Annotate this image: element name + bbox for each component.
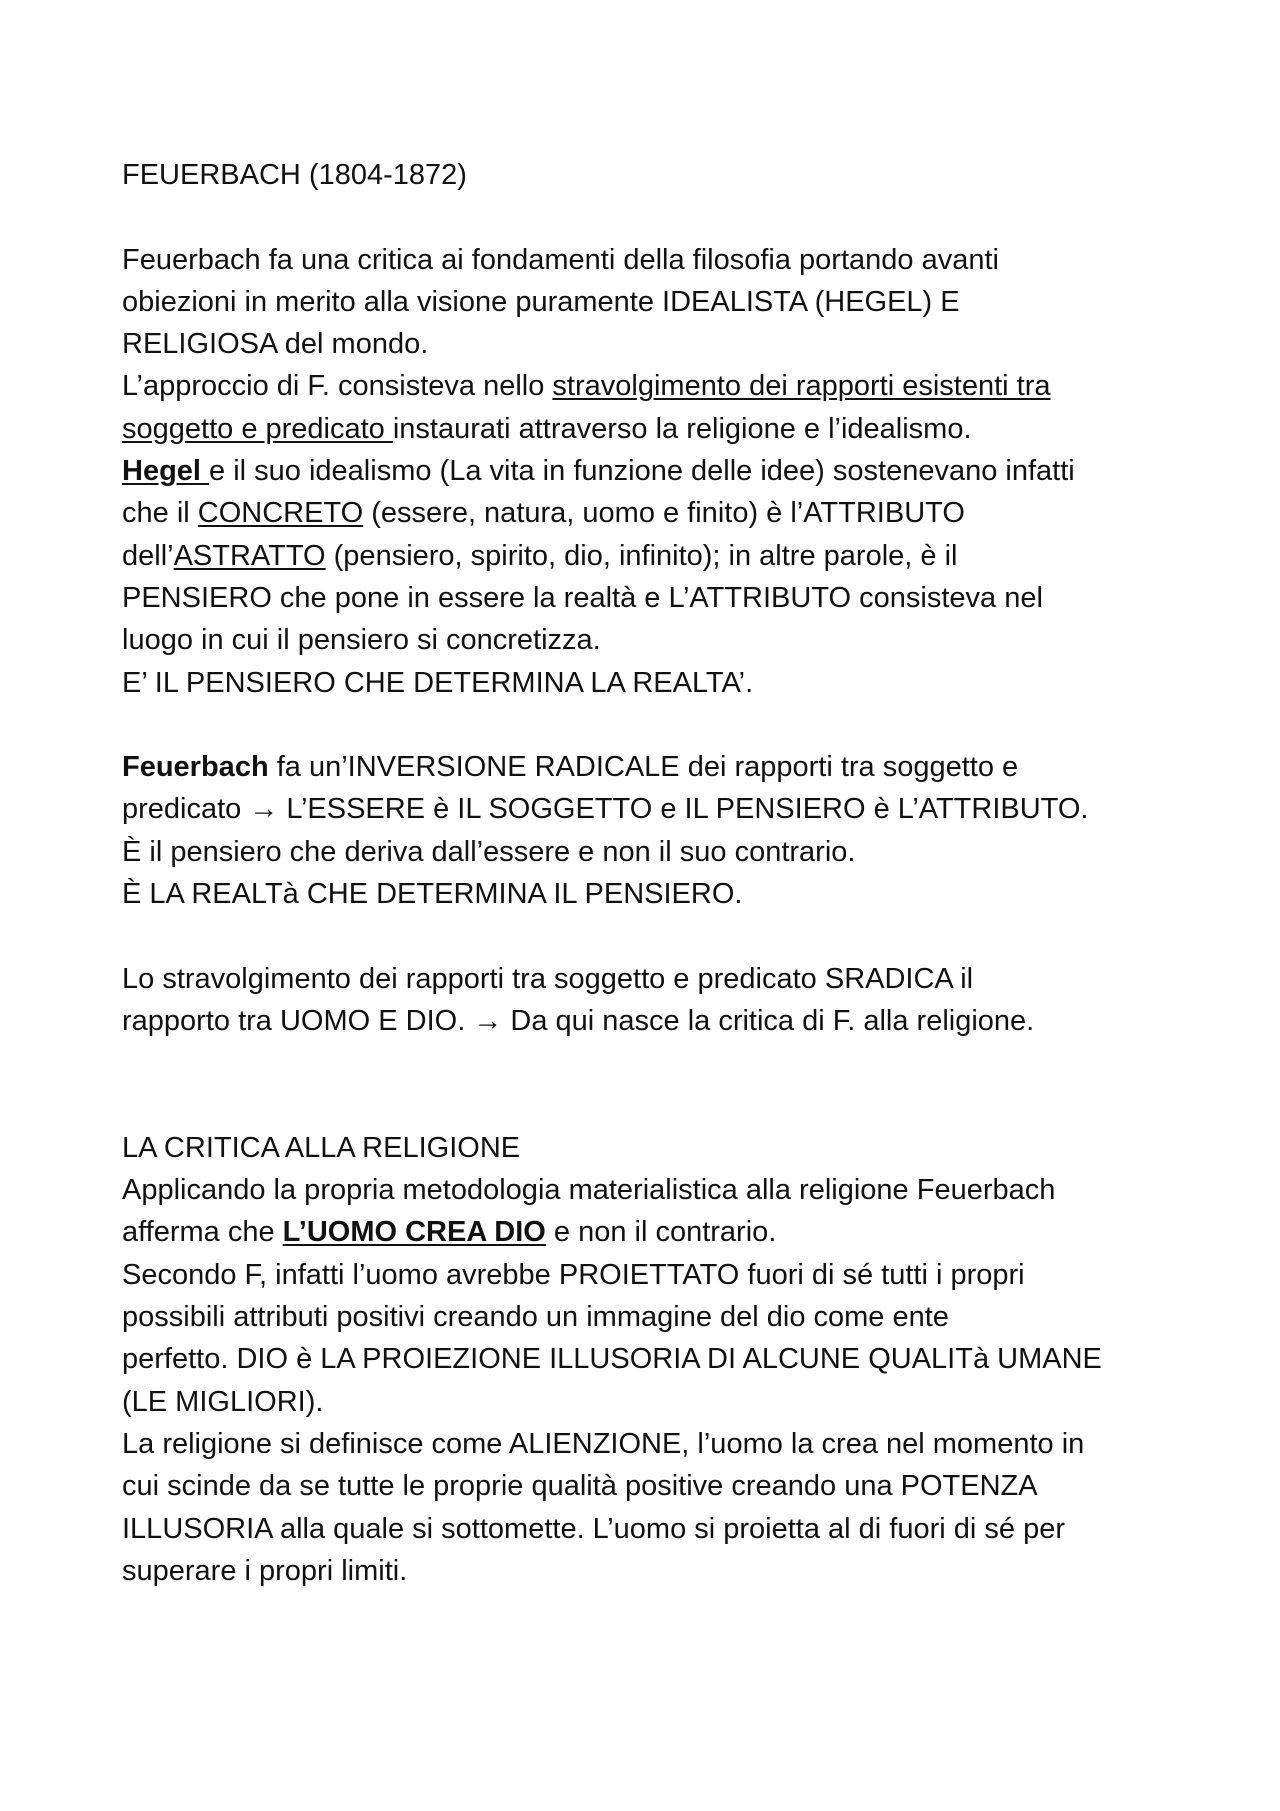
paragraph-line: E’ IL PENSIERO CHE DETERMINA LA REALTA’. — [122, 666, 754, 699]
paragraph-line: La religione si definisce come ALIENZIONE, l’uomo la crea nel momento in — [122, 1427, 1085, 1460]
underlined-text: stravolgimento dei rapporti esistenti tra — [552, 370, 1051, 403]
paragraph-line: Secondo F, infatti l’uomo avrebbe PROIETTATO fuori di sé tutti i propri — [122, 1258, 1025, 1291]
paragraph-line: possibili attributi positivi creando un immagine del dio come ente — [122, 1301, 949, 1334]
section-heading: LA CRITICA ALLA RELIGIONE — [122, 1131, 521, 1164]
paragraph-line — [122, 535, 1182, 577]
bold-underlined-text: Hegel — [122, 455, 210, 488]
text-run: afferma che — [122, 1216, 283, 1249]
paragraph-line: (LE MIGLIORI). — [122, 1385, 324, 1418]
section-critica-religione — [122, 1127, 1182, 1592]
paragraph-line — [122, 492, 1182, 534]
text-run: che il — [122, 497, 198, 530]
paragraph-line: ILLUSORIA alla quale si sottomette. L’uomo si proietta al di fuori di sé per — [122, 1512, 1065, 1545]
text-run: instaurati attraverso la religione e l’idealismo. — [392, 412, 972, 445]
text-run: dell’ — [122, 539, 174, 572]
paragraph-line: cui scinde da se tutte le proprie qualità positive creando una POTENZA — [122, 1470, 1038, 1503]
text-run: e il suo idealismo (La vita in funzione delle idee) sostenevano infatti — [209, 455, 1075, 488]
paragraph-line: Feuerbach fa una critica ai fondamenti della filosofia portando avanti — [122, 243, 999, 276]
underlined-text: ASTRATTO — [173, 539, 326, 572]
paragraph-line — [122, 1211, 1182, 1253]
paragraph-line: superare i propri limiti. — [122, 1554, 408, 1587]
paragraph-line — [122, 450, 1182, 492]
paragraph-inversion — [122, 746, 1182, 915]
paragraph-line: rapporto tra UOMO E DIO. → Da qui nasce la critica di F. alla religione. — [122, 1004, 1035, 1037]
blank-line — [122, 1042, 1182, 1127]
paragraph-line — [122, 746, 1182, 788]
paragraph-line — [122, 365, 1182, 407]
paragraph-line: È il pensiero che deriva dall’essere e non il suo contrario. — [122, 835, 856, 868]
bold-underlined-text: L’UOMO CREA DIO — [282, 1216, 546, 1249]
blank-line — [122, 704, 1182, 746]
paragraph-line: È LA REALTà CHE DETERMINA IL PENSIERO. — [122, 878, 743, 911]
document-page — [122, 154, 1182, 1592]
paragraph-line: Lo stravolgimento dei rapporti tra soggetto e predicato SRADICA il — [122, 962, 974, 995]
paragraph-line: obiezioni in merito alla visione puramente IDEALISTA (HEGEL) E — [122, 285, 960, 318]
blank-line — [122, 196, 1182, 238]
paragraph-consequence — [122, 958, 1182, 1043]
paragraph-hegel — [122, 365, 1182, 703]
text-run: L’approccio di F. consisteva nello — [122, 370, 553, 403]
document-title: FEUERBACH (1804-1872) — [122, 159, 467, 191]
paragraph-line: perfetto. DIO è LA PROIEZIONE ILLUSORIA DI ALCUNE QUALITà UMANE — [122, 1343, 1102, 1376]
text-run: fa un’INVERSIONE RADICALE dei rapporti tra soggetto e — [268, 751, 1019, 784]
text-run: (pensiero, spirito, dio, infinito); in altre parole, è il — [325, 539, 958, 572]
blank-line — [122, 915, 1182, 957]
paragraph-line: predicato → L’ESSERE è IL SOGGETTO e IL PENSIERO è L’ATTRIBUTO. — [122, 793, 1089, 826]
paragraph-intro — [122, 239, 1182, 366]
text-run: (essere, natura, uomo e finito) è l’ATTRIBUTO — [363, 497, 965, 530]
paragraph-line: PENSIERO che pone in essere la realtà e L’ATTRIBUTO consisteva nel — [122, 581, 1043, 614]
paragraph-line — [122, 408, 1182, 450]
underlined-text: CONCRETO — [197, 497, 364, 530]
underlined-text: soggetto e predicato — [122, 412, 393, 445]
bold-text: Feuerbach — [122, 751, 269, 784]
paragraph-line: luogo in cui il pensiero si concretizza. — [122, 624, 601, 657]
paragraph-line: Applicando la propria metodologia materialistica alla religione Feuerbach — [122, 1174, 1056, 1207]
text-run: e non il contrario. — [545, 1216, 777, 1249]
paragraph-line: RELIGIOSA del mondo. — [122, 328, 429, 361]
